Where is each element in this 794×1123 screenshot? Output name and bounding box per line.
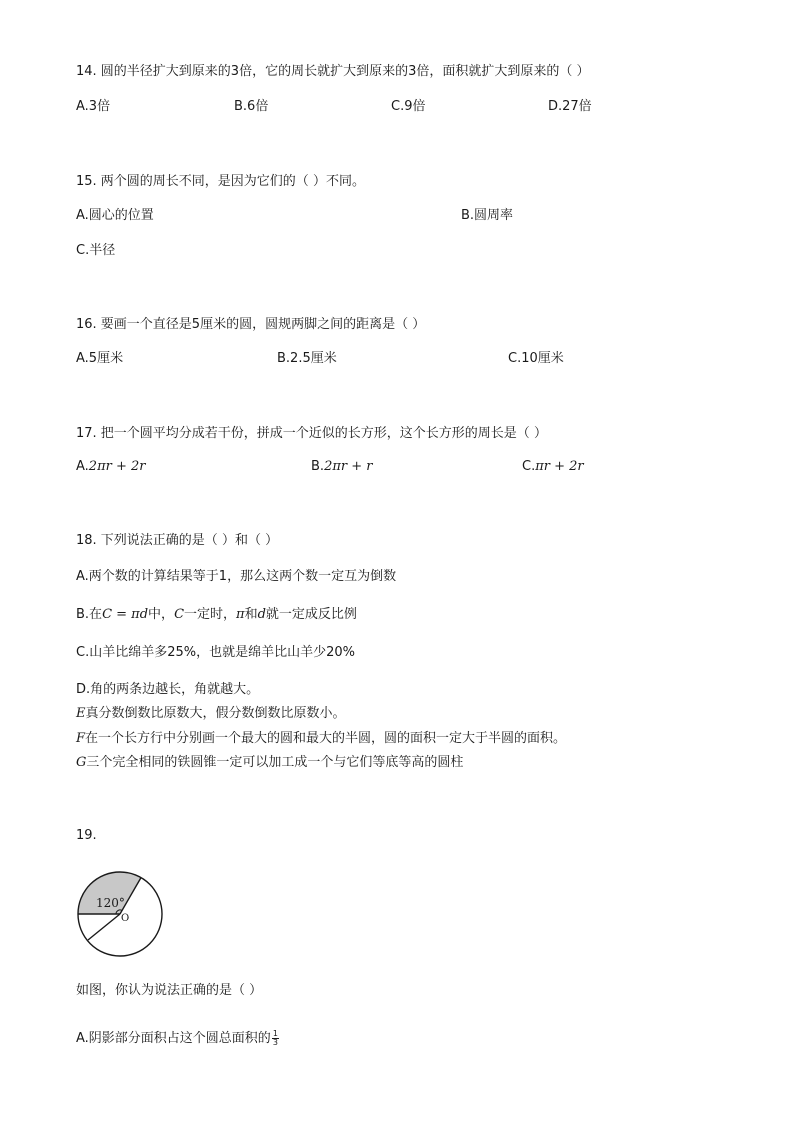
q17-option-b-label: B. [311, 459, 325, 474]
q18-b-var-d: d [257, 607, 266, 622]
q17-option-a[interactable] [76, 459, 145, 475]
fraction-numerator: 1 [272, 1029, 278, 1038]
q19-stem: 如图，你认为说法正确的是（ ） [76, 983, 263, 998]
q16-option-b[interactable]: B.2.5厘米 [277, 351, 337, 366]
q15-option-c[interactable]: C.半径 [76, 243, 116, 258]
q14-option-c[interactable]: C.9倍 [391, 99, 426, 114]
q18-f-text: 在一个长方行中分别画一个最大的圆和最大的半圆，圆的面积一定大于半圆的面积。 [85, 731, 567, 746]
q18-b-text-4: 和 [244, 607, 258, 622]
q18-b-text-1: B.在 [76, 607, 103, 622]
q18-option-e[interactable] [76, 706, 346, 722]
q19-a-text: A.阴影部分面积占这个圆总面积的 [76, 1031, 271, 1046]
q17-stem: 17. 把一个圆平均分成若干份，拼成一个近似的长方形，这个长方形的周长是（ ） [76, 426, 547, 441]
q18-e-text: 真分数倒数比原数大，假分数倒数比原数小。 [85, 706, 346, 721]
q14-option-d[interactable]: D.27倍 [548, 99, 592, 114]
center-label: O [121, 913, 130, 924]
q18-option-d[interactable]: D.角的两条边越长，角就越大。 [76, 682, 260, 697]
q18-g-label: G [76, 755, 87, 770]
q17-option-a-expr: 2πr + 2r [88, 459, 146, 474]
q17-option-c[interactable] [522, 459, 584, 475]
q19-number: 19. [76, 828, 97, 843]
q15-option-b[interactable]: B.圆周率 [461, 208, 514, 223]
q18-stem: 18. 下列说法正确的是（ ）和（ ） [76, 533, 279, 548]
q18-option-c[interactable]: C.山羊比绵羊多25%，也就是绵羊比山羊少20% [76, 645, 355, 660]
q18-b-var-pi: π [236, 607, 245, 622]
q16-stem: 16. 要画一个直径是5厘米的圆，圆规两脚之间的距离是（ ） [76, 317, 426, 332]
radius-lower [88, 914, 120, 940]
q19-a-fraction [272, 1030, 279, 1047]
q17-option-a-label: A. [76, 459, 89, 474]
q18-b-text-3: 一定时， [184, 607, 237, 622]
q18-f-label: F [76, 731, 86, 746]
q18-e-label: E [76, 706, 86, 721]
q17-option-c-label: C. [522, 459, 536, 474]
q14-option-b[interactable]: B.6倍 [234, 99, 269, 114]
q18-g-text: 三个完全相同的铁圆锥一定可以加工成一个与它们等底等高的圆柱 [86, 755, 464, 770]
q17-option-b[interactable] [311, 459, 372, 475]
fraction-denominator: 3 [272, 1038, 278, 1047]
q18-b-text-5: 就一定成反比例 [265, 607, 357, 622]
q14-option-a[interactable]: A.3倍 [76, 99, 111, 114]
q17-option-b-expr: 2πr + r [324, 459, 373, 474]
q18-b-text-2: 中， [148, 607, 175, 622]
q16-option-c[interactable]: C.10厘米 [508, 351, 564, 366]
q15-stem: 15. 两个圆的周长不同，是因为它们的（ ）不同。 [76, 174, 365, 189]
q18-b-var-c: C [174, 607, 185, 622]
q16-option-a[interactable]: A.5厘米 [76, 351, 124, 366]
q17-option-c-expr: πr + 2r [535, 459, 584, 474]
q19-circle-figure [74, 868, 166, 960]
q15-option-a[interactable]: A.圆心的位置 [76, 208, 154, 223]
q18-option-f[interactable] [76, 731, 566, 747]
q18-option-a[interactable]: A.两个数的计算结果等于1，那么这两个数一定互为倒数 [76, 569, 397, 584]
q18-option-b[interactable] [76, 607, 357, 623]
q18-option-g[interactable] [76, 755, 463, 771]
angle-label: 120° [96, 896, 125, 910]
q14-stem: 14. 圆的半径扩大到原来的3倍，它的周长就扩大到原来的3倍，面积就扩大到原来的（ ） [76, 64, 590, 79]
q19-option-a[interactable] [76, 1030, 279, 1047]
q18-b-formula: C = πd [102, 607, 149, 622]
